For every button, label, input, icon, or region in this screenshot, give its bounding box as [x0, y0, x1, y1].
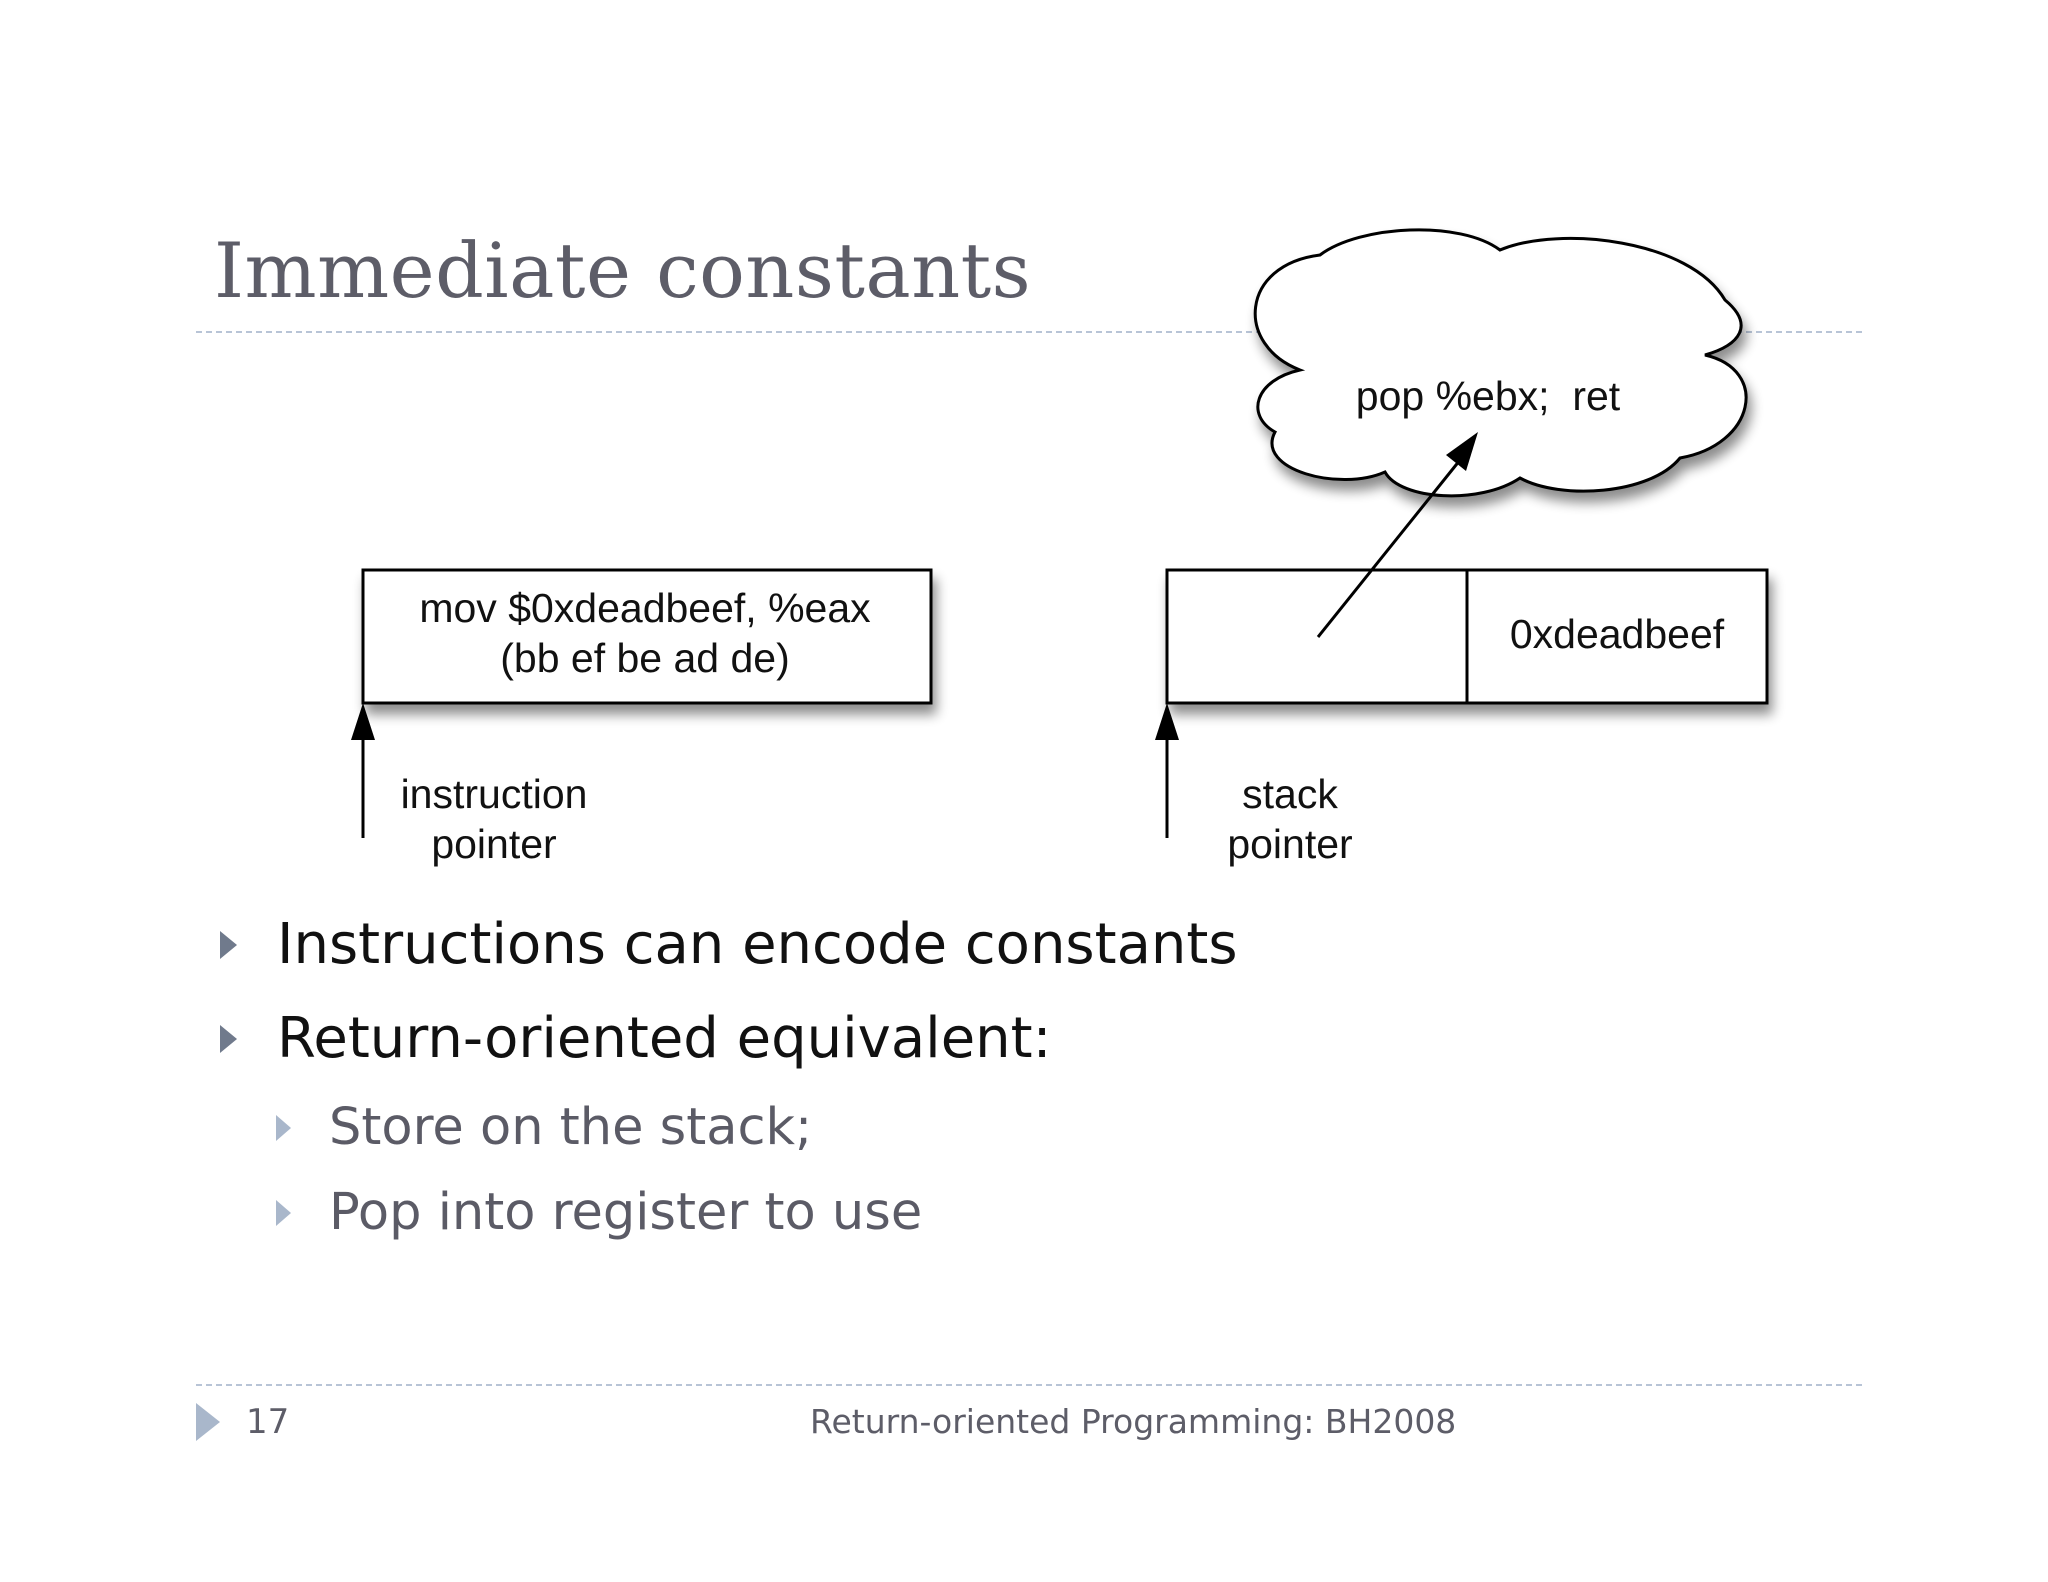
stack-pointer-label: stack [1242, 771, 1338, 817]
instruction-pointer-arrowhead [351, 703, 375, 740]
instruction-pointer-label-2: pointer [431, 821, 557, 867]
footer-text: Return-oriented Programming: BH2008 [810, 1402, 1457, 1441]
stack-constant-value: 0xdeadbeef [1509, 611, 1725, 657]
footer-triangle-icon [196, 1403, 220, 1441]
sub-bullet-text: Store on the stack; [329, 1098, 813, 1157]
cloud-gadget-text: pop %ebx; ret [1355, 373, 1621, 419]
gadget-cloud [1255, 230, 1746, 496]
bullet-text: Return-oriented equivalent: [277, 1006, 1052, 1071]
slide-title: Immediate constants [214, 226, 1032, 315]
sub-bullet-text: Pop into register to use [329, 1183, 923, 1242]
instruction-bytes-text: (bb ef be ad de) [500, 635, 790, 681]
instruction-pointer-label: instruction [400, 771, 588, 817]
stack-pointer-arrowhead [1155, 703, 1179, 740]
stack-pointer-label-2: pointer [1227, 821, 1353, 867]
page-number: 17 [246, 1402, 290, 1442]
bullet-text: Instructions can encode constants [277, 912, 1238, 977]
instruction-text: mov $0xdeadbeef, %eax [419, 585, 871, 631]
footer-divider [196, 1384, 1862, 1386]
